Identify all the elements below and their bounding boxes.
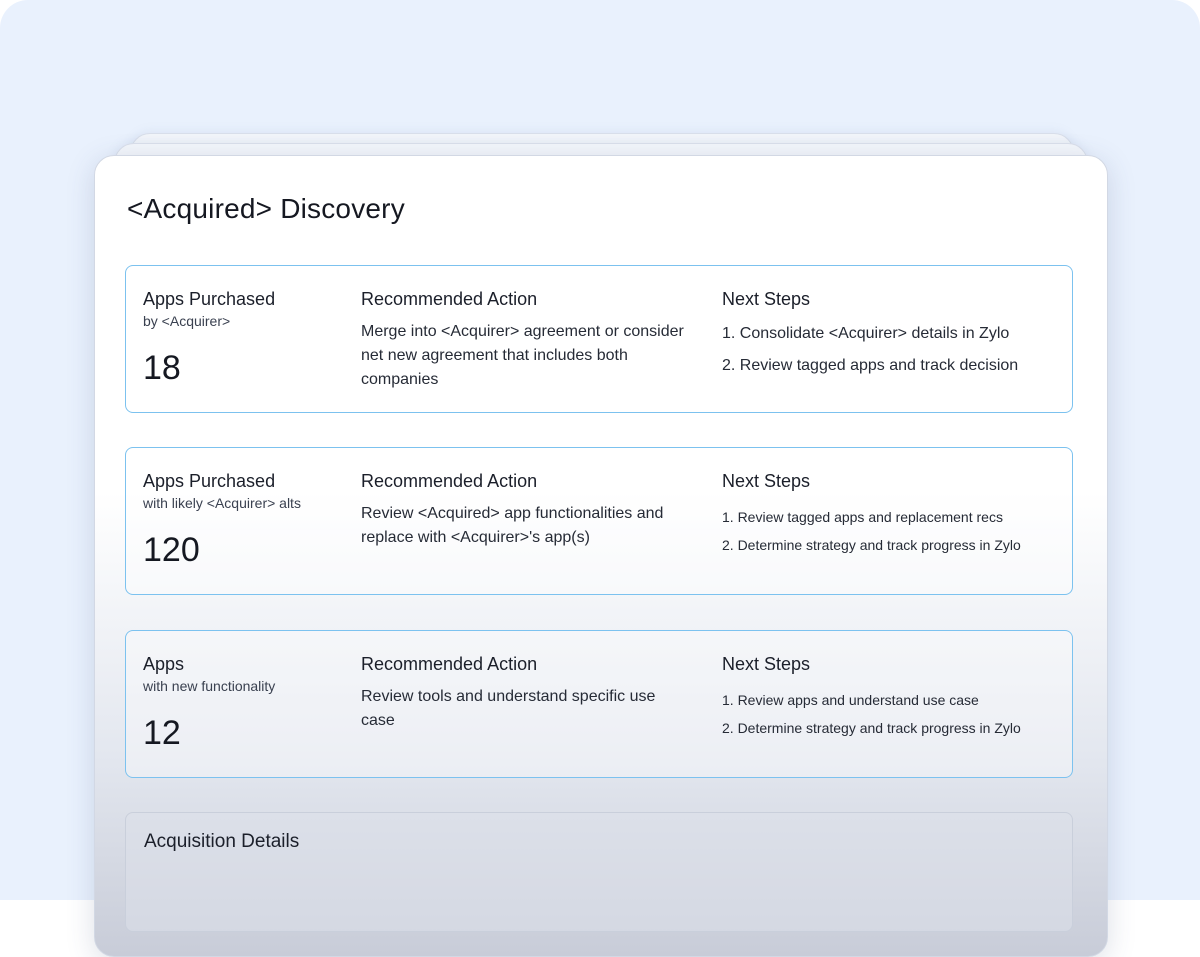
card-subtitle: with new functionality <box>143 678 276 694</box>
action-text: Review tools and understand specific use case <box>361 688 656 729</box>
card-summary <box>143 653 343 753</box>
steps-list <box>722 508 1062 554</box>
steps-list <box>722 691 1062 737</box>
card-category: Apps Purchased <box>143 471 276 491</box>
action-heading: Recommended Action <box>361 289 538 309</box>
card-category: Apps <box>143 654 185 674</box>
step-item: 1. Review tagged apps and replacement recs <box>722 509 1003 525</box>
action-heading: Recommended Action <box>361 471 538 491</box>
recommendation-card-acquirer-apps[interactable] <box>125 265 1073 413</box>
app-count: 120 <box>143 531 200 569</box>
action-text: Merge into <Acquirer> agreement or consider net new agreement that includes both companies <box>361 323 684 388</box>
next-steps <box>722 288 1062 376</box>
recommendation-card-likely-alts[interactable] <box>125 447 1073 595</box>
steps-heading: Next Steps <box>722 654 811 674</box>
steps-heading: Next Steps <box>722 471 811 491</box>
card-summary <box>143 288 343 388</box>
app-count: 18 <box>143 349 181 387</box>
acquisition-details-title: Acquisition Details <box>144 831 300 852</box>
next-steps <box>722 653 1062 737</box>
step-item: 1. Review apps and understand use case <box>722 692 979 708</box>
card-subtitle: by <Acquirer> <box>143 313 231 329</box>
page-title: <Acquired> Discovery <box>127 193 405 224</box>
recommended-action <box>361 653 691 733</box>
recommended-action <box>361 470 691 550</box>
steps-list <box>722 324 1062 376</box>
step-item: 2. Determine strategy and track progress in Zylo <box>722 720 1021 736</box>
steps-heading: Next Steps <box>722 289 811 309</box>
card-subtitle: with likely <Acquirer> alts <box>143 495 301 511</box>
step-item: 2. Determine strategy and track progress in Zylo <box>722 537 1021 553</box>
next-steps <box>722 470 1062 554</box>
step-item: 2. Review tagged apps and track decision <box>722 357 1019 374</box>
app-count: 12 <box>143 714 181 752</box>
action-heading: Recommended Action <box>361 654 538 674</box>
step-item: 1. Consolidate <Acquirer> details in Zylo <box>722 325 1010 342</box>
recommended-action <box>361 288 691 392</box>
action-text: Review <Acquired> app functionalities and replace with <Acquirer>'s app(s) <box>361 505 664 546</box>
acquisition-details-card[interactable] <box>125 812 1073 932</box>
card-category: Apps Purchased <box>143 289 276 309</box>
card-summary <box>143 470 343 570</box>
recommendation-card-new-functionality[interactable] <box>125 630 1073 778</box>
